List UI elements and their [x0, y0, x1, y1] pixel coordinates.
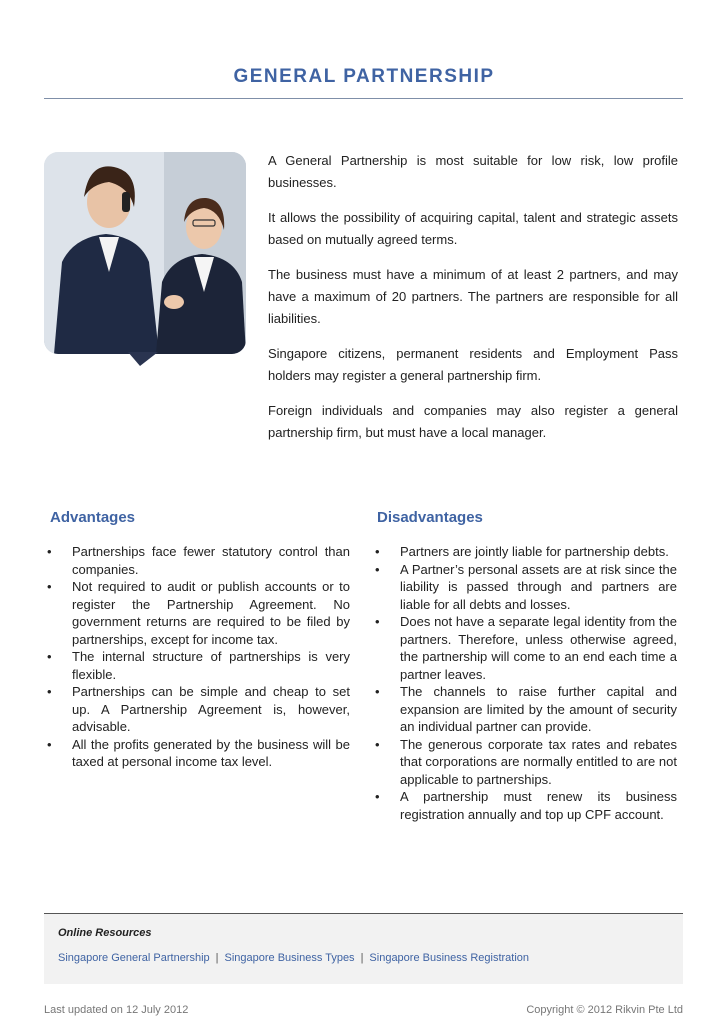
list-item: • Partners are jointly liable for partnership debts. [375, 544, 669, 559]
list-item: • The channels to raise further capital and expansion are limited by the amount of security an individual partner can provide. [375, 684, 677, 734]
list-item: • A partnership must renew its business registration annually and top up CPF account. [375, 789, 677, 822]
link-business-registration[interactable]: Singapore Business Registration [369, 952, 530, 964]
intro-paragraph: Foreign individuals and companies may also register a general partnership firm, but must have a local manager. [268, 403, 678, 440]
list-item: • All the profits generated by the business will be taxed at personal income tax level. [47, 736, 350, 769]
title-divider [44, 98, 683, 99]
intro-paragraph: It allows the possibility of acquiring capital, talent and strategic assets based on mutually agreed terms. [268, 210, 678, 247]
resources-links [58, 952, 529, 964]
list-item: • The generous corporate tax rates and rebates that corporations are normally entitled to are not applicable to partnerships. [375, 736, 677, 787]
list-item: • Does not have a separate legal identity from the partners. Therefore, unless otherwise agreed, the partnership will come to an end each time a partner leaves. [375, 614, 677, 682]
advantages-heading: Advantages [50, 509, 136, 526]
disadvantages-list [372, 543, 677, 823]
copyright: Copyright © 2012 Rikvin Pte Ltd [526, 1004, 683, 1016]
list-item: • Not required to audit or publish accounts or to register the Partnership Agreement. No government returns are required to be filed by partnerships, except for income tax. [47, 579, 350, 647]
list-item: • Partnerships can be simple and cheap to set up. A Partnership Agreement is, however, advisable. [47, 684, 350, 734]
speech-bubble-tail [128, 352, 168, 368]
link-general-partnership[interactable]: Singapore General Partnership [58, 952, 210, 964]
intro-paragraph: A General Partnership is most suitable for low risk, low profile businesses. [268, 153, 678, 190]
resources-title: Online Resources [58, 927, 152, 939]
resources-panel [44, 914, 683, 984]
page-title: GENERAL PARTNERSHIP [233, 66, 495, 87]
disadvantages-heading: Disadvantages [377, 509, 483, 526]
intro-paragraph: Singapore citizens, permanent residents and Employment Pass holders may register a general partnership firm. [268, 346, 678, 383]
intro-text [268, 150, 678, 457]
intro-paragraph: The business must have a minimum of at least 2 partners, and may have a maximum of 20 partners. The partners are responsible for all liabilities. [268, 267, 678, 326]
link-separator: | [360, 952, 364, 964]
link-separator: | [215, 952, 219, 964]
list-item: • Partnerships face fewer statutory control than companies. [47, 544, 350, 577]
last-updated: Last updated on 12 July 2012 [44, 1004, 189, 1016]
businesswomen-photo [44, 152, 246, 354]
advantages-list [44, 543, 350, 771]
link-business-types[interactable]: Singapore Business Types [224, 952, 355, 964]
list-item: • The internal structure of partnerships is very flexible. [47, 649, 350, 682]
list-item: • A Partner’s personal assets are at risk since the liability is passed through and partners are liable for all debts and losses. [375, 561, 677, 612]
